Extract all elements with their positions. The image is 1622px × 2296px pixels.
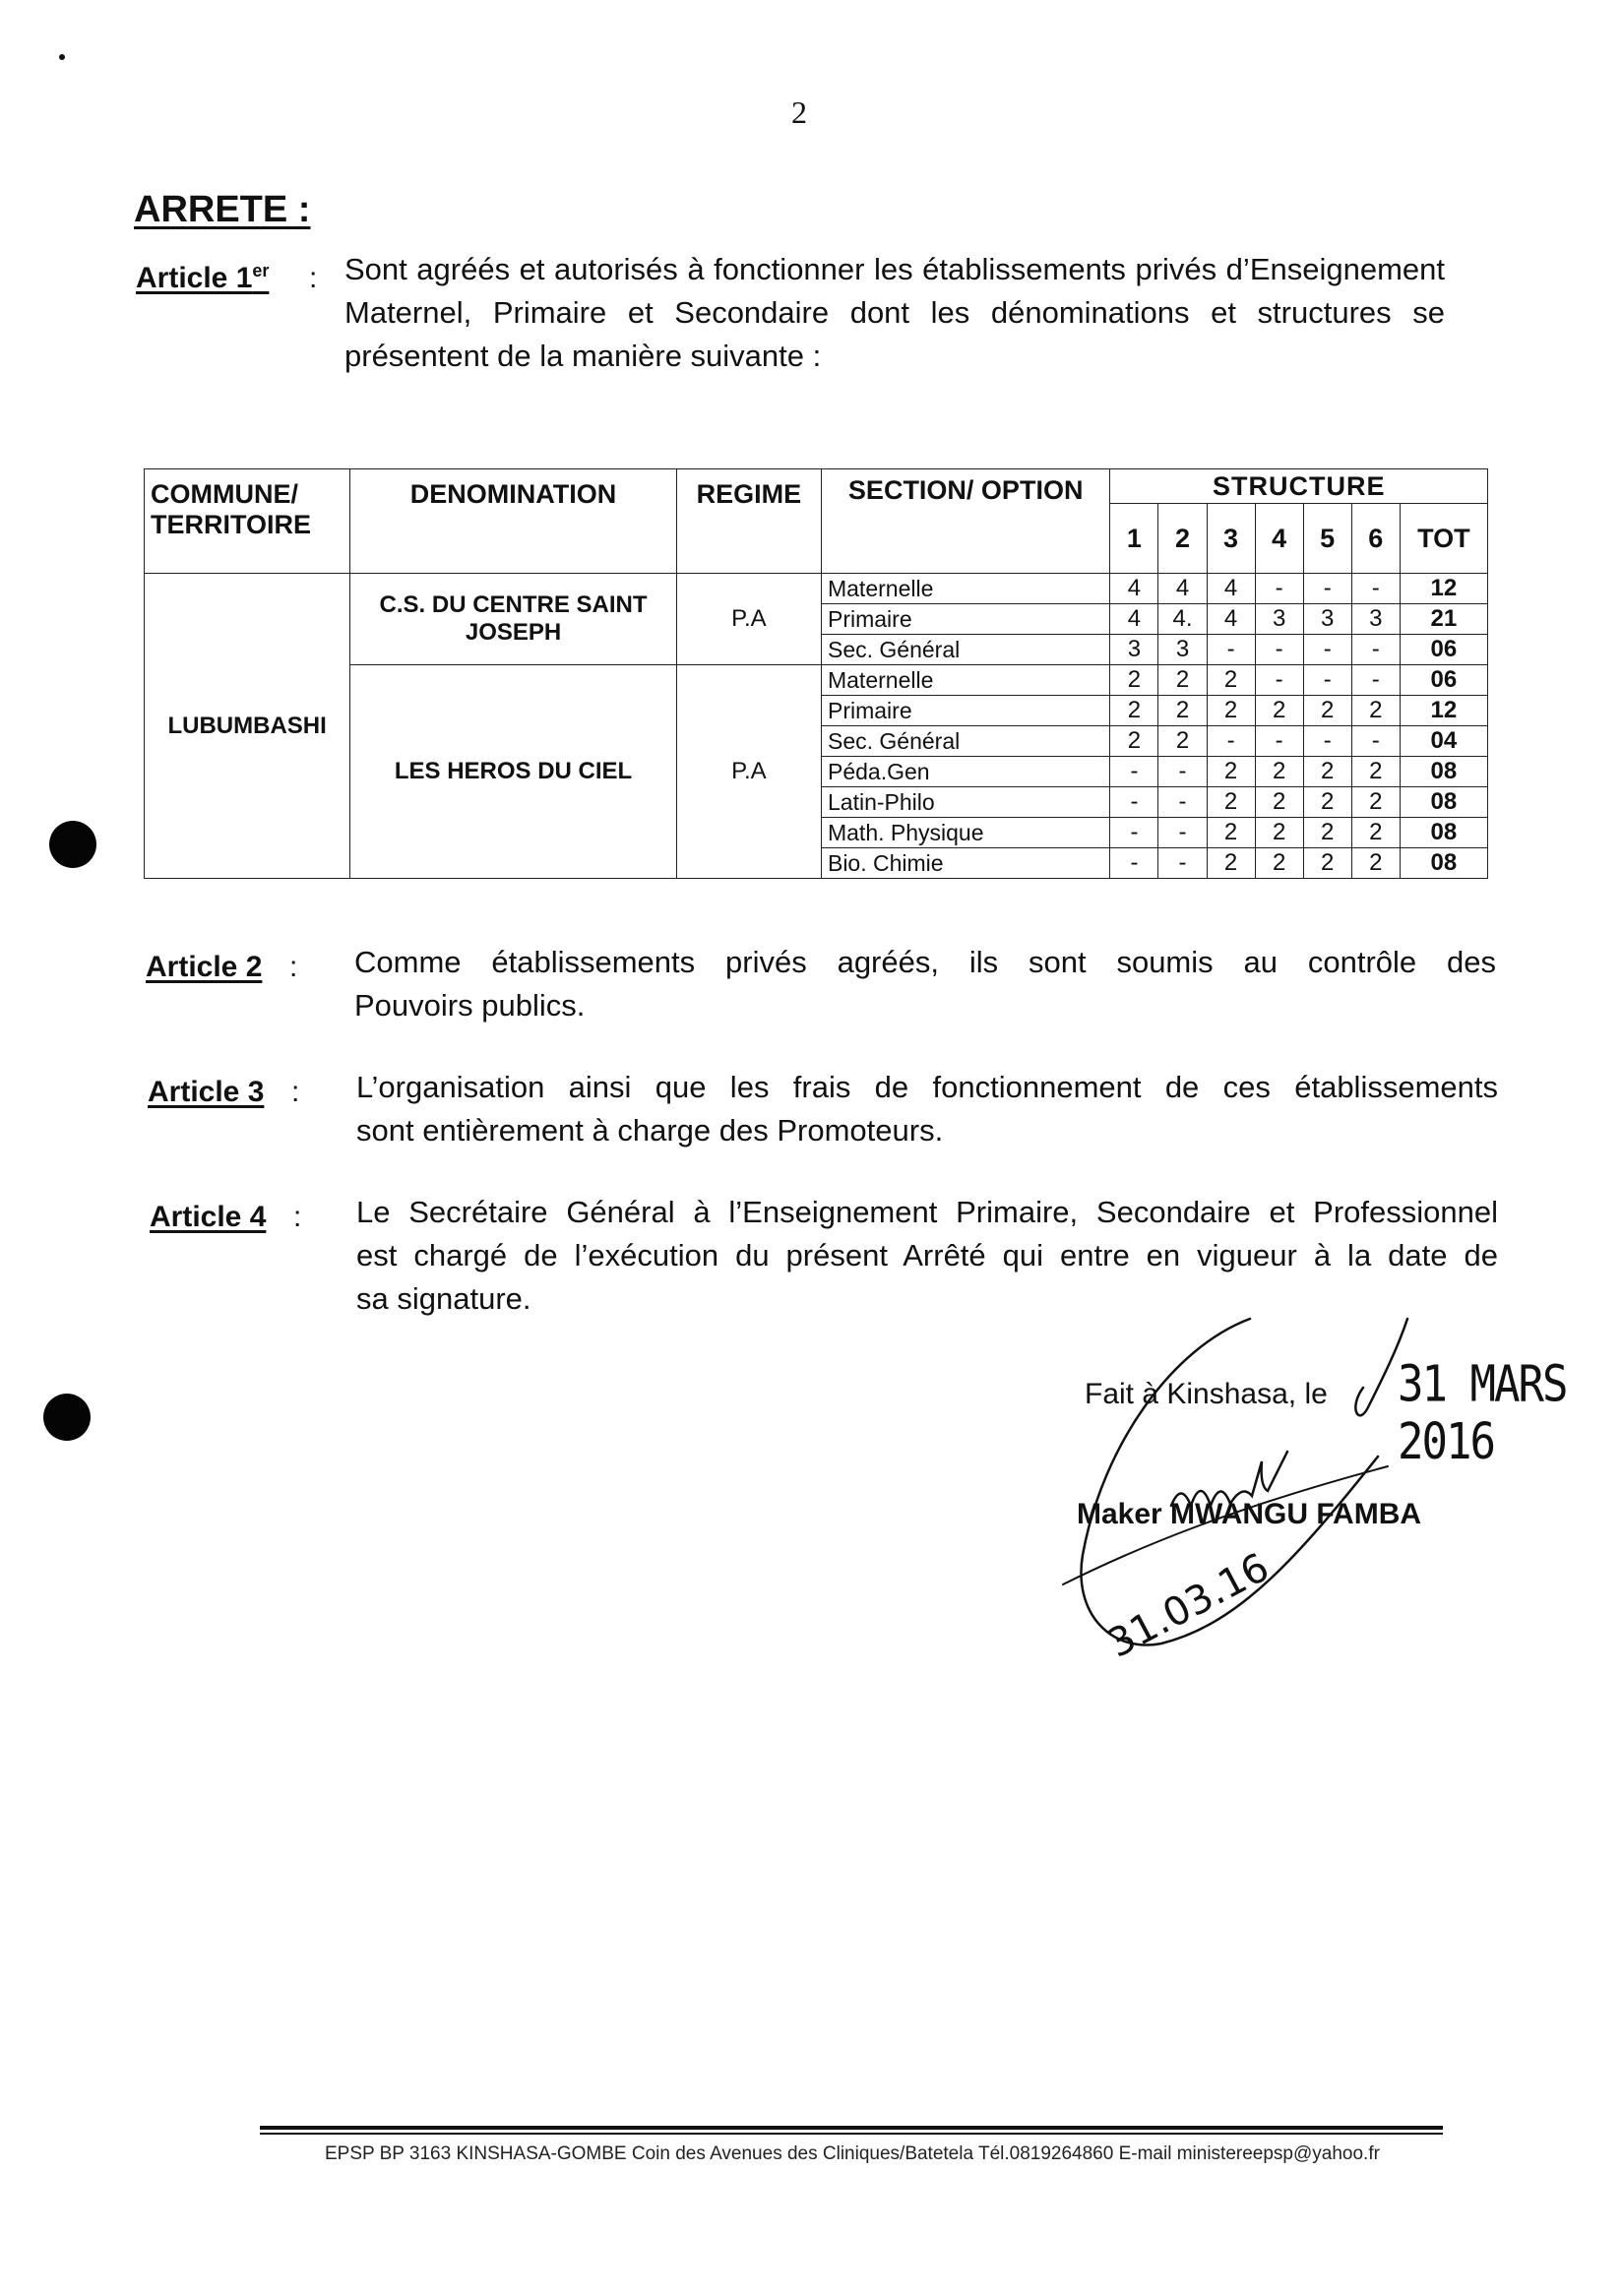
header-commune: COMMUNE/ TERRITOIRE	[145, 469, 350, 574]
total-cell: 21	[1400, 604, 1487, 635]
year-cell: -	[1158, 848, 1207, 879]
year-cell: 4	[1110, 604, 1158, 635]
year-cell: -	[1110, 787, 1158, 818]
commune-cell: LUBUMBASHI	[145, 574, 350, 879]
year-cell: 4	[1207, 574, 1255, 604]
year-cell: 2	[1255, 696, 1303, 726]
header-section: SECTION/ OPTION	[821, 469, 1109, 574]
article-4-line: Le Secrétaire Général à l’Enseignement Primaire, Secondaire et Professionnel	[356, 1195, 1498, 1229]
year-cell: 2	[1207, 818, 1255, 848]
year-cell: -	[1255, 635, 1303, 665]
total-cell: 12	[1400, 696, 1487, 726]
year-cell: -	[1158, 787, 1207, 818]
year-cell: -	[1207, 726, 1255, 757]
total-cell: 06	[1400, 665, 1487, 696]
article-2-colon: :	[289, 951, 298, 983]
article-2-line: Pouvoirs publics.	[354, 988, 586, 1023]
school-name-cell: C.S. DU CENTRE SAINT JOSEPH	[350, 574, 676, 665]
signer-name: Maker MWANGU FAMBA	[1077, 1498, 1422, 1530]
year-cell: 4	[1158, 574, 1207, 604]
binder-hole	[43, 1394, 91, 1441]
page-number: 2	[791, 94, 807, 130]
school-name-cell: LES HEROS DU CIEL	[350, 665, 676, 879]
year-cell: 2	[1255, 787, 1303, 818]
structure-table	[144, 468, 1488, 879]
date-stamp: 31 MARS 2016	[1398, 1355, 1567, 1471]
year-cell: 2	[1303, 757, 1351, 787]
year-cell: 4	[1110, 574, 1158, 604]
year-cell: 3	[1351, 604, 1400, 635]
section-cell: Bio. Chimie	[821, 848, 1109, 879]
year-cell: -	[1351, 574, 1400, 604]
year-cell: -	[1303, 574, 1351, 604]
section-cell: Latin-Philo	[821, 787, 1109, 818]
year-cell: 2	[1351, 787, 1400, 818]
header-denomination: DENOMINATION	[350, 469, 676, 574]
year-cell: 2	[1255, 818, 1303, 848]
year-cell: -	[1158, 757, 1207, 787]
header-regime: REGIME	[676, 469, 821, 574]
section-cell: Primaire	[821, 604, 1109, 635]
article-4-line: est chargé de l’exécution du présent Arrêté qui entre en vigueur à la date de	[356, 1238, 1498, 1272]
article-1-colon: :	[309, 262, 318, 294]
year-cell: 2	[1255, 848, 1303, 879]
table-row	[145, 574, 1488, 604]
year-cell: 3	[1303, 604, 1351, 635]
year-cell: 2	[1303, 848, 1351, 879]
footer-rule	[260, 2126, 1443, 2130]
year-cell: -	[1110, 757, 1158, 787]
year-cell: 2	[1351, 818, 1400, 848]
year-cell: -	[1255, 726, 1303, 757]
article-2-text	[354, 941, 1496, 1027]
total-cell: 08	[1400, 757, 1487, 787]
section-cell: Sec. Général	[821, 635, 1109, 665]
page-title: ARRETE :	[134, 189, 311, 230]
article-1-line: présentent de la manière suivante :	[344, 339, 822, 373]
year-cell: 3	[1255, 604, 1303, 635]
article-1-label-group	[136, 261, 269, 295]
year-cell: -	[1110, 848, 1158, 879]
year-cell: 2	[1207, 787, 1255, 818]
year-cell: -	[1303, 635, 1351, 665]
section-cell: Maternelle	[821, 574, 1109, 604]
article-1-text	[344, 248, 1445, 378]
scan-dot	[59, 54, 65, 60]
article-1-line: Maternel, Primaire et Secondaire dont les dénominations et structures se	[344, 295, 1445, 330]
regime-cell: P.A	[676, 665, 821, 879]
header-year: 5	[1303, 504, 1351, 574]
article-1-label: Article 1er	[136, 261, 270, 294]
year-cell: 2	[1207, 848, 1255, 879]
year-cell: -	[1158, 818, 1207, 848]
section-cell: Sec. Général	[821, 726, 1109, 757]
year-cell: 2	[1351, 757, 1400, 787]
handwritten-signature	[1024, 1309, 1437, 1683]
total-cell: 04	[1400, 726, 1487, 757]
article-3-line: sont entièrement à charge des Promoteurs.	[356, 1113, 944, 1148]
year-cell: 2	[1110, 726, 1158, 757]
header-year: 4	[1255, 504, 1303, 574]
year-cell: -	[1110, 818, 1158, 848]
header-structure: STRUCTURE	[1110, 469, 1488, 504]
handwritten-date: 31.03.16	[1100, 1544, 1277, 1667]
year-cell: 2	[1207, 665, 1255, 696]
year-cell: 2	[1303, 787, 1351, 818]
year-cell: 3	[1110, 635, 1158, 665]
article-2-label: Article 2	[146, 951, 263, 983]
header-year: 3	[1207, 504, 1255, 574]
year-cell: 2	[1207, 696, 1255, 726]
total-cell: 08	[1400, 787, 1487, 818]
year-cell: 2	[1110, 696, 1158, 726]
article-3-label: Article 3	[148, 1076, 265, 1108]
binder-hole	[49, 821, 96, 868]
year-cell: -	[1303, 665, 1351, 696]
article-3-colon: :	[291, 1076, 300, 1108]
section-cell: Math. Physique	[821, 818, 1109, 848]
year-cell: 2	[1158, 726, 1207, 757]
article-4-text	[356, 1191, 1498, 1321]
section-cell: Péda.Gen	[821, 757, 1109, 787]
article-2-line: Comme établissements privés agréés, ils sont soumis au contrôle des	[354, 945, 1496, 979]
article-4-line: sa signature.	[356, 1281, 531, 1316]
year-cell: 2	[1110, 665, 1158, 696]
year-cell: -	[1207, 635, 1255, 665]
table-body	[145, 574, 1488, 879]
year-cell: 2	[1303, 818, 1351, 848]
regime-cell: P.A	[676, 574, 821, 665]
section-cell: Maternelle	[821, 665, 1109, 696]
place-date-line: Fait à Kinshasa, le	[1085, 1378, 1328, 1410]
footer-rule	[260, 2133, 1443, 2135]
year-cell: 3	[1158, 635, 1207, 665]
year-cell: 4.	[1158, 604, 1207, 635]
article-3-line: L’organisation ainsi que les frais de fonctionnement de ces établissements	[356, 1070, 1498, 1104]
year-cell: 2	[1158, 696, 1207, 726]
header-year: 1	[1110, 504, 1158, 574]
article-4-colon: :	[293, 1201, 302, 1233]
year-cell: 2	[1255, 757, 1303, 787]
header-year: 2	[1158, 504, 1207, 574]
year-cell: 2	[1207, 757, 1255, 787]
article-1-line: Sont agréés et autorisés à fonctionner les établissements privés d’Enseignement	[344, 252, 1445, 286]
article-4-label: Article 4	[150, 1201, 267, 1233]
year-cell: -	[1351, 635, 1400, 665]
total-cell: 08	[1400, 818, 1487, 848]
year-cell: -	[1303, 726, 1351, 757]
article-3-text	[356, 1066, 1498, 1152]
total-cell: 08	[1400, 848, 1487, 879]
total-cell: 12	[1400, 574, 1487, 604]
year-cell: -	[1255, 665, 1303, 696]
header-total: TOT	[1400, 504, 1487, 574]
year-cell: 2	[1351, 696, 1400, 726]
year-cell: 2	[1351, 848, 1400, 879]
header-year: 6	[1351, 504, 1400, 574]
year-cell: -	[1351, 726, 1400, 757]
total-cell: 06	[1400, 635, 1487, 665]
section-cell: Primaire	[821, 696, 1109, 726]
year-cell: 2	[1303, 696, 1351, 726]
footer-address: EPSP BP 3163 KINSHASA-GOMBE Coin des Avenues des Cliniques/Batetela Tél.0819264860 E-mail ministereepsp@yahoo.fr	[325, 2143, 1380, 2164]
year-cell: -	[1351, 665, 1400, 696]
year-cell: 2	[1158, 665, 1207, 696]
year-cell: -	[1255, 574, 1303, 604]
year-cell: 4	[1207, 604, 1255, 635]
